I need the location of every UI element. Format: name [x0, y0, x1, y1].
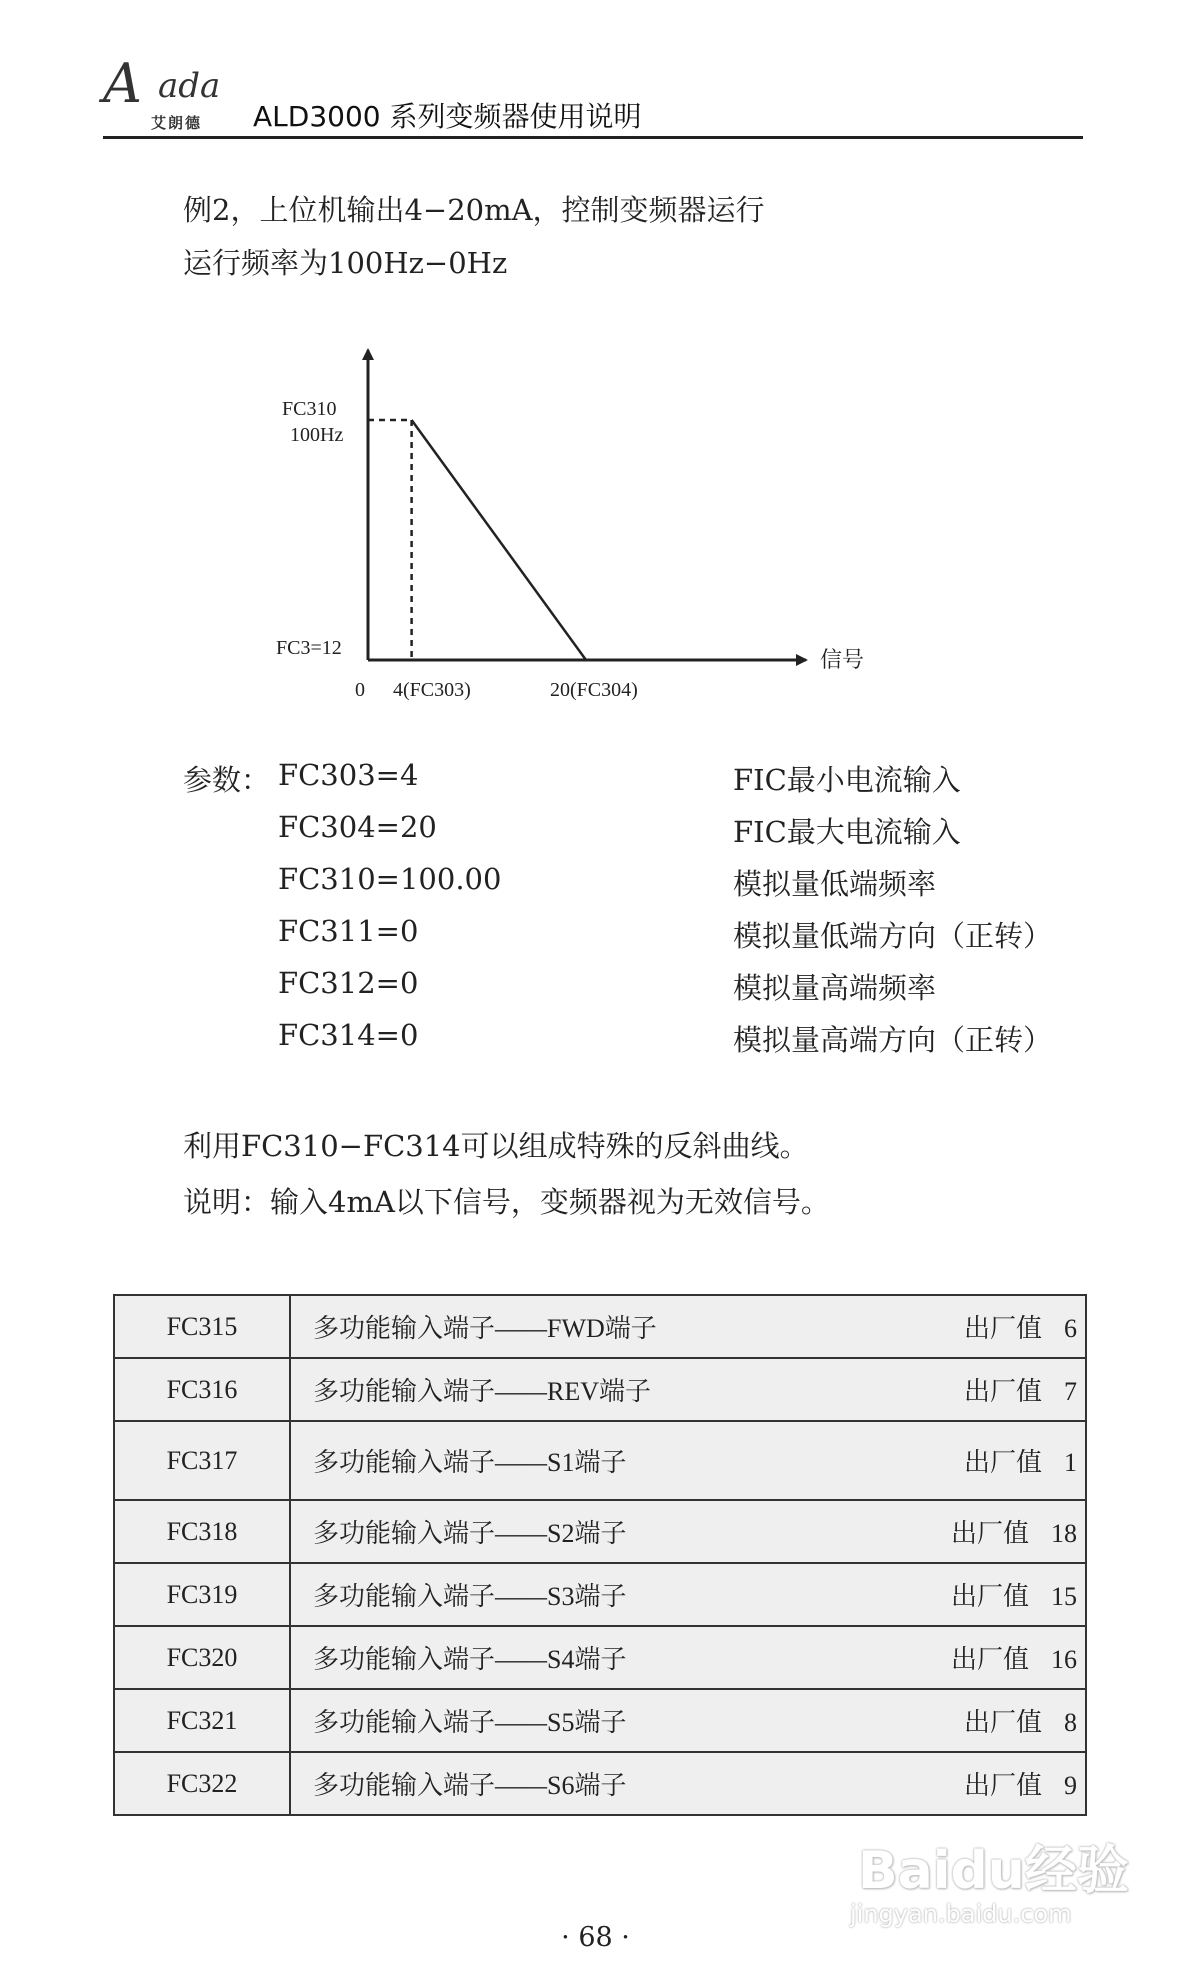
param-desc: 模拟量高端频率	[733, 971, 937, 1005]
x-tick-label-0: 0	[355, 679, 365, 701]
param-code-cell: FC322	[114, 1752, 290, 1815]
header-title: ALD3000 系列变频器使用说明	[253, 100, 642, 133]
default-value: 1	[1064, 1448, 1077, 1477]
brand-logo	[103, 52, 243, 132]
param-code-cell: FC321	[114, 1689, 290, 1752]
series-line	[412, 420, 586, 660]
param-code: FC312=0	[278, 966, 419, 1000]
default-value-cell	[897, 1626, 1086, 1689]
default-label: 出厂值	[963, 1771, 1042, 1800]
x-tick-label-4: 4(FC303)	[393, 679, 471, 701]
default-value: 8	[1064, 1708, 1077, 1737]
table-row	[114, 1295, 1086, 1358]
default-value-cell	[897, 1563, 1086, 1626]
page-number: · 68 ·	[561, 1922, 630, 1953]
param-desc: FIC最大电流输入	[733, 815, 961, 849]
default-value-cell	[897, 1358, 1086, 1421]
frequency-signal-chart	[260, 340, 880, 710]
param-code: FC314=0	[278, 1018, 419, 1052]
param-code-cell: FC317	[114, 1421, 290, 1500]
note-line-1: 利用FC310−FC314可以组成特殊的反斜曲线。	[183, 1129, 809, 1163]
default-value-cell	[897, 1689, 1086, 1752]
param-code-cell: FC320	[114, 1626, 290, 1689]
table-row	[114, 1752, 1086, 1815]
default-label: 出厂值	[950, 1645, 1029, 1674]
default-label: 出厂值	[963, 1377, 1042, 1406]
default-value: 16	[1051, 1645, 1077, 1674]
param-code: FC310=100.00	[278, 862, 502, 896]
default-value-cell	[897, 1500, 1086, 1563]
param-desc-cell: 多功能输入端子——S4端子	[290, 1626, 897, 1689]
param-code: FC303=4	[278, 758, 419, 792]
header-divider	[103, 136, 1083, 139]
watermark-brand: Baidu经验	[858, 1841, 1129, 1901]
default-value: 15	[1051, 1582, 1077, 1611]
default-label: 出厂值	[963, 1314, 1042, 1343]
param-desc: 模拟量低端频率	[733, 867, 937, 901]
table-row	[114, 1689, 1086, 1752]
param-desc-cell: 多功能输入端子——S2端子	[290, 1500, 897, 1563]
param-desc-cell: 多功能输入端子——S6端子	[290, 1752, 897, 1815]
param-code-cell: FC319	[114, 1563, 290, 1626]
param-desc-cell: 多功能输入端子——FWD端子	[290, 1295, 897, 1358]
param-desc: FIC最小电流输入	[733, 763, 961, 797]
param-code-cell: FC318	[114, 1500, 290, 1563]
intro-line-1: 例2，上位机输出4−20mA，控制变频器运行	[183, 193, 765, 227]
y-label-fc310: FC310	[282, 398, 337, 420]
parameter-table	[113, 1294, 1087, 1816]
param-code-cell: FC316	[114, 1358, 290, 1421]
default-value: 18	[1051, 1519, 1077, 1548]
param-desc-cell: 多功能输入端子——S5端子	[290, 1689, 897, 1752]
note-line-2: 说明：输入4mA以下信号，变频器视为无效信号。	[183, 1185, 830, 1219]
param-code: FC304=20	[278, 810, 437, 844]
watermark-url: jingyan.baidu.com	[850, 1900, 1072, 1928]
param-code: FC311=0	[278, 914, 419, 948]
default-value-cell	[897, 1421, 1086, 1500]
y-label-100hz: 100Hz	[290, 424, 344, 446]
table-row	[114, 1358, 1086, 1421]
intro-line-2: 运行频率为100Hz−0Hz	[183, 246, 508, 280]
param-desc-cell: 多功能输入端子——S1端子	[290, 1421, 897, 1500]
y-label-fc3: FC3=12	[276, 637, 342, 659]
table-row	[114, 1421, 1086, 1500]
default-label: 出厂值	[950, 1582, 1029, 1611]
default-label: 出厂值	[950, 1519, 1029, 1548]
params-label: 参数：	[183, 763, 271, 797]
table-row	[114, 1563, 1086, 1626]
default-value: 6	[1064, 1314, 1077, 1343]
default-label: 出厂值	[963, 1448, 1042, 1477]
x-tick-label-20: 20(FC304)	[550, 679, 638, 701]
default-value: 9	[1064, 1771, 1077, 1800]
logo-chinese-name: 艾朗德	[151, 114, 203, 132]
table-row	[114, 1500, 1086, 1563]
table-row	[114, 1626, 1086, 1689]
logo-script-letter: A	[103, 52, 142, 115]
default-value-cell	[897, 1752, 1086, 1815]
param-desc: 模拟量高端方向（正转）	[733, 1023, 1053, 1057]
param-desc: 模拟量低端方向（正转）	[733, 919, 1053, 953]
param-desc-cell: 多功能输入端子——REV端子	[290, 1358, 897, 1421]
default-value-cell	[897, 1295, 1086, 1358]
default-label: 出厂值	[963, 1708, 1042, 1737]
x-axis-label: 信号	[820, 647, 865, 672]
default-value: 7	[1064, 1377, 1077, 1406]
param-desc-cell: 多功能输入端子——S3端子	[290, 1563, 897, 1626]
baidu-jingyan-watermark	[830, 1810, 1130, 1940]
logo-wordmark: ada	[158, 66, 221, 106]
param-code-cell: FC315	[114, 1295, 290, 1358]
